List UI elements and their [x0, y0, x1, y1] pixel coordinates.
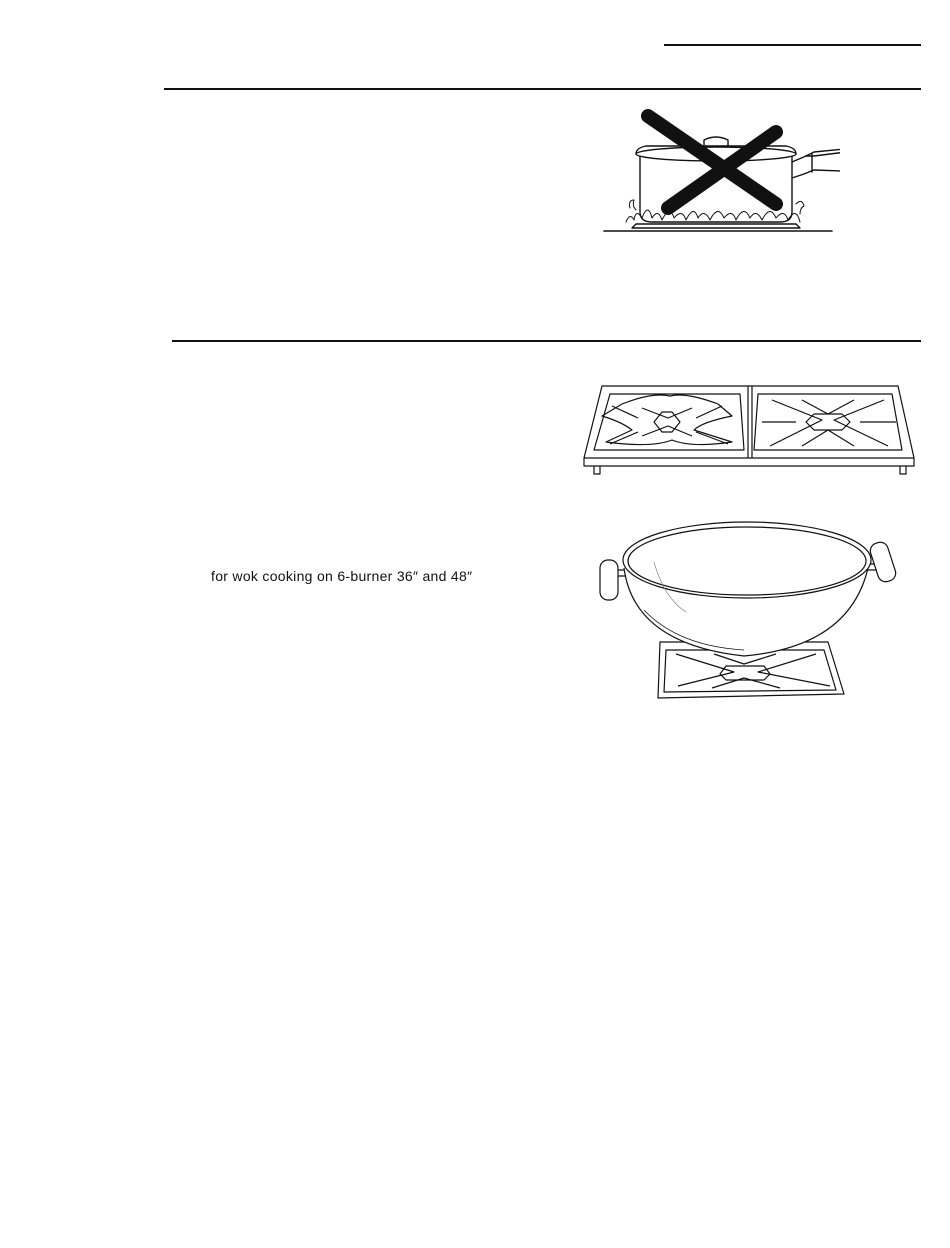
section-divider-middle	[172, 340, 921, 342]
header-rule	[664, 44, 921, 46]
wok-on-grate-icon	[594, 514, 900, 702]
crossed-out-pot-icon	[600, 104, 840, 236]
wok-cooking-text: for wok cooking on 6-burner 36″ and 48″	[211, 568, 473, 584]
section-divider-top	[164, 88, 921, 90]
burner-grates-icon	[582, 382, 918, 478]
